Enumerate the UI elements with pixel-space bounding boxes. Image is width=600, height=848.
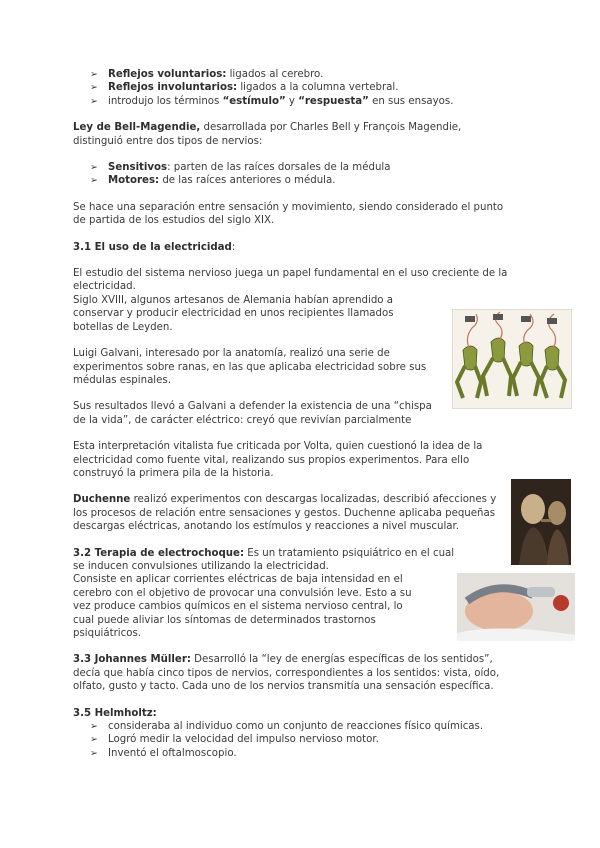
bell-magendie-paragraph: Ley de Bell-Magendie, desarrollada por Charles Bell y François Magendie, distinguió entre dos tipos de nervios: bbox=[73, 122, 462, 147]
electroshock-paragraph: 3.2 Terapia de electrochoque: Es un tratamiento psiquiátrico en el cual se inducen convulsiones utilizando la electricidad. bbox=[73, 547, 455, 572]
leyden-paragraph: Siglo XVIII, algunos artesanos de Alemania habían aprendido a conservar y producir electricidad en unos recipientes llamados botellas de Leyden. bbox=[73, 294, 394, 333]
section-heading-3-1: 3.1 El uso de la electricidad: bbox=[73, 241, 236, 253]
list-item: ➢ Reflejos voluntarios: ligados al cerebro. bbox=[90, 68, 513, 81]
reflex-list bbox=[73, 68, 513, 108]
duchenne-photograph bbox=[511, 479, 571, 565]
volta-paragraph: Esta interpretación vitalista fue criticada por Volta, quien cuestionó la idea de la electricidad como fuente vital, realizando sus propios experimentos. Para ello construyó la primera pila de la historia. bbox=[73, 441, 483, 479]
electroshock-therapy-photo bbox=[457, 573, 575, 641]
muller-paragraph: 3.3 Johannes Müller: Desarrolló la “ley de energías específicas de los sentidos”, decía que había cinco tipos de nervios, correspondientes a los sentidos: vista, oído, olfato, gusto y tacto. Cada uno de los nervios transmitía una sensación específica. bbox=[73, 654, 500, 693]
list-item: ➢ Sensitivos: parten de las raíces dorsales de la médula bbox=[90, 161, 513, 174]
list-item: ➢ Motores: de las raíces anteriores o médula. bbox=[90, 174, 513, 187]
galvani-paragraph: Luigi Galvani, interesado por la anatomía, realizó una serie de experimentos sobre ranas, en las que aplicaba electricidad sobre sus médulas espinales. bbox=[73, 348, 427, 386]
list-item: ➢ Inventó el oftalmoscopio. bbox=[90, 747, 513, 760]
electricity-paragraph: El estudio del sistema nervioso juega un papel fundamental en el uso creciente de la electricidad. bbox=[73, 268, 508, 293]
nerve-types-list bbox=[73, 161, 513, 188]
duchenne-paragraph: Duchenne realizó experimentos con descargas localizadas, describió afecciones y los procesos de relación entre sensaciones y gestos. Duchenne aplicaba pequeñas descargas eléctricas, anotando los estímulos y reacciones a nivel muscular. bbox=[73, 494, 497, 533]
galvani-frogs-illustration bbox=[452, 309, 572, 409]
list-item: ➢ introdujo los términos “estímulo” y “respuesta” en sus ensayos. bbox=[90, 95, 513, 108]
separation-paragraph: Se hace una separación entre sensación y movimiento, siendo considerado el punto de partida de los estudios del siglo XIX. bbox=[73, 201, 504, 227]
section-heading-3-5: 3.5 Helmholtz: bbox=[73, 707, 157, 719]
list-item: ➢ Reflejos involuntarios: ligados a la columna vertebral. bbox=[90, 81, 513, 94]
electroshock-detail-paragraph: Consiste en aplicar corrientes eléctricas de baja intensidad en el cerebro con el objetivo de provocar una convulsión leve. Esto a su vez produce cambios químicos en el sistema nervioso central, lo cual puede aliviar los síntomas de determinados trastornos psiquiátricos. bbox=[73, 574, 412, 639]
galvani-spark-paragraph: Sus resultados llevó a Galvani a defender la existencia de una “chispa de la vida”, de carácter eléctrico: creyó que revivían parcialmente bbox=[73, 401, 432, 426]
list-item: ➢ Logró medir la velocidad del impulso nervioso motor. bbox=[90, 733, 513, 746]
list-item: ➢ consideraba al individuo como un conjunto de reacciones físico químicas. bbox=[90, 720, 513, 733]
document-body bbox=[73, 68, 513, 760]
helmholtz-list bbox=[73, 720, 513, 760]
